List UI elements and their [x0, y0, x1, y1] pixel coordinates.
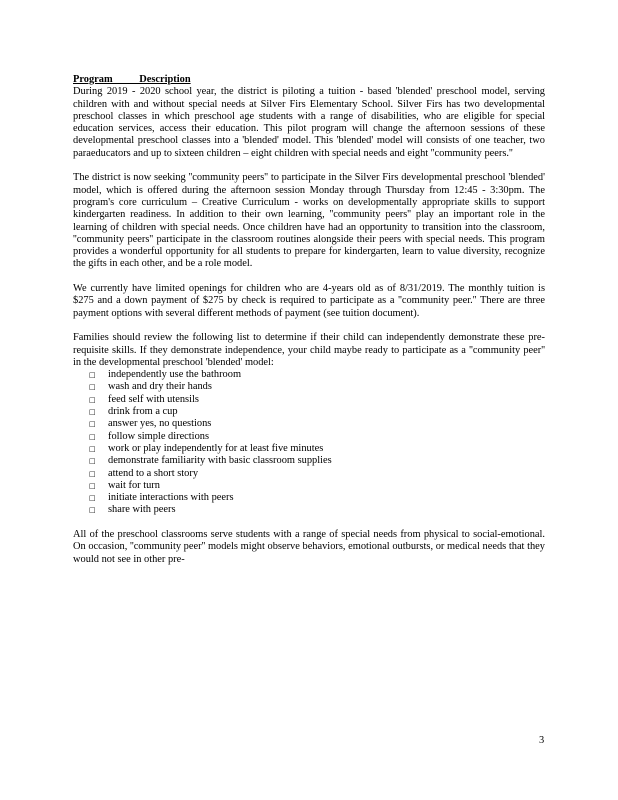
list-item-label: answer yes, no questions [108, 418, 212, 430]
checkbox-icon: □ [89, 408, 96, 417]
checkbox-icon: □ [89, 444, 96, 453]
checkbox-icon: □ [89, 494, 96, 503]
page-number: 3 [539, 735, 545, 746]
list-item [73, 394, 545, 406]
page-body [73, 74, 545, 566]
skills-checklist [73, 369, 545, 517]
checkbox-icon: □ [89, 395, 96, 404]
list-item [73, 443, 545, 455]
list-item [73, 455, 545, 467]
list-item [73, 406, 545, 418]
checkbox-icon: □ [89, 420, 96, 429]
paragraph-prerequisites: Families should review the following list to determine if their child can independently demonstrate these pre-requisite skills. If they demonstrate independence, your child maybe ready to participate as a ''community peer'' in the developmental preschool 'blended' model: [73, 332, 545, 368]
list-item-label: drink from a cup [108, 406, 178, 418]
checkbox-icon: □ [89, 432, 96, 441]
paragraph-overview: During 2019 - 2020 school year, the district is piloting a tuition - based 'blended' preschool model, serving children with and without special needs at Silver Firs Elementary School. Silver Firs has two developmental preschool classes in which preschool age students with a range of disabilities, who are eligible for special education services, access their education. This pilot program will change the afternoon sessions of these developmental preschool classes into a 'blended' model. This 'blended' model will consists of one teacher, two paraeducators and up to sixteen children – eight children with special needs and eight ''community peers.'' [73, 86, 545, 159]
paragraph-gap [73, 160, 545, 172]
list-item [73, 468, 545, 480]
list-item-label: share with peers [108, 504, 176, 516]
list-item [73, 492, 545, 504]
list-item [73, 504, 545, 516]
paragraph-classroom-needs: All of the preschool classrooms serve students with a range of special needs from physical to social-emotional. On occasion, ''community peer'' models might observe behaviors, emotional outbursts, or medical needs that they would not see in other pre- [73, 528, 545, 565]
list-item-label: attend to a short story [108, 467, 199, 479]
paragraph-seeking-peers: The district is now seeking ''community peers'' to participate in the Silver Firs developmental preschool 'blended' model, which is offered during the afternoon session Monday through Thursday from 12:45 - 3:30pm. The program's core curriculum – Creative Curriculum - works on developmentally appropriate skills to support kindergarten readiness. In addition to their own learning, ''community peers'' play an important role in the learning of children with special needs. Once children have had an opportunity to transition into the classroom, ''community peers'' participate in the classroom routines alongside their peers with special needs. This program provides a wonderful opportunity for all students to prepare for kindergarten, learn to value diversity, recognize the gifts in each other, and be a role model. [73, 172, 545, 270]
list-item-label: wait for turn [108, 479, 160, 491]
list-item-label: independently use the bathroom [108, 369, 242, 381]
list-item-label: initiate interactions with peers [108, 492, 234, 504]
paragraph-gap [73, 271, 545, 283]
list-item [73, 381, 545, 393]
list-item-label: work or play independently for at least five minutes [108, 442, 324, 454]
list-item [73, 480, 545, 492]
list-item-label: follow simple directions [108, 430, 210, 442]
section-heading: Program Description [73, 74, 191, 85]
checkbox-icon: □ [89, 371, 96, 380]
paragraph-gap [73, 320, 545, 332]
list-item [73, 418, 545, 430]
paragraph-openings-tuition: We currently have limited openings for children who are 4-years old as of 8/31/2019. The monthly tuition is $275 and a down payment of $275 by check is required to participate as a ''community peer.'' There are three payment options with several different methods of payment (see tuition document). [73, 283, 545, 319]
paragraph-gap [73, 517, 545, 529]
checkbox-icon: □ [89, 481, 96, 490]
checkbox-icon: □ [89, 506, 96, 515]
checkbox-icon: □ [89, 469, 96, 478]
list-item-label: feed self with utensils [108, 393, 199, 405]
list-item-label: demonstrate familiarity with basic classroom supplies [108, 455, 332, 467]
checkbox-icon: □ [89, 457, 96, 466]
checkbox-icon: □ [89, 383, 96, 392]
list-item-label: wash and dry their hands [108, 381, 212, 393]
list-item [73, 431, 545, 443]
list-item [73, 369, 545, 381]
